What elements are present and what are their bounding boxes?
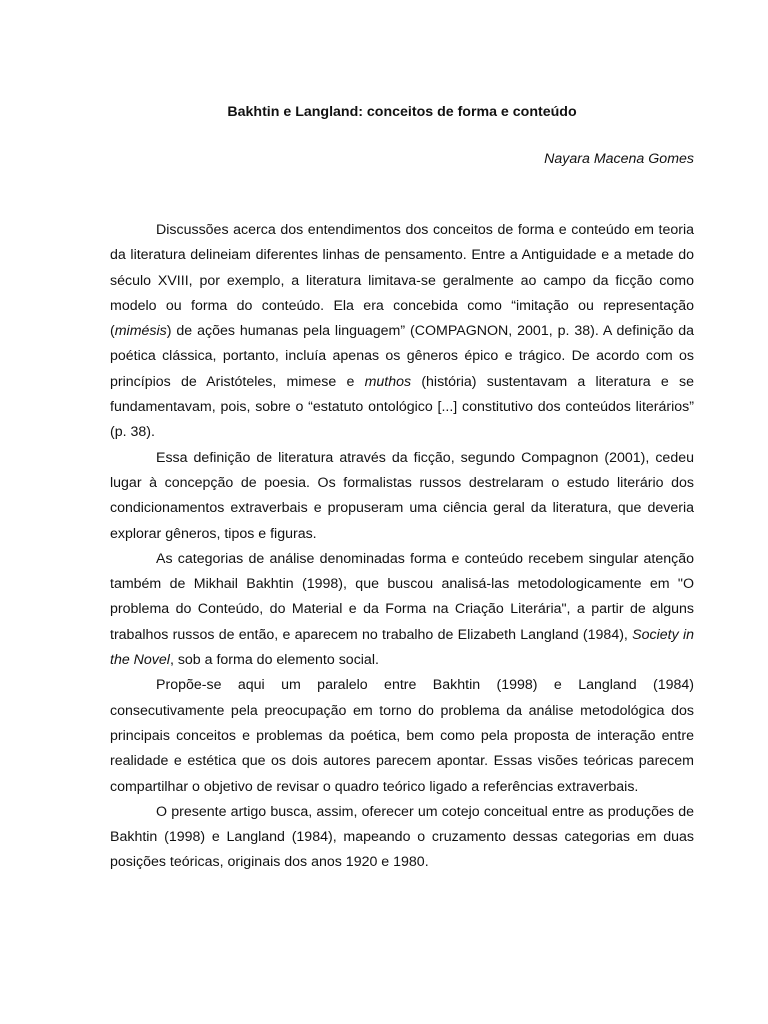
italic-term-muthos: muthos bbox=[364, 373, 412, 390]
paragraph-text: (história) sustentavam a literatura e se fundamentavam, pois, sobre o “estatuto ontológico [...] constitutivo dos conteúdos literários” (p. 38). bbox=[110, 373, 695, 441]
italic-term-mimesis: mimésis bbox=[114, 323, 167, 340]
paragraph-text: ) de ações humanas pela linguagem” (COMPAGNON, 2001, p. 38). A definição da poética clássica, portanto, incluía apenas os gêneros épico e trágico. De acordo com os princípios de Aristóteles, mimese e bbox=[110, 323, 694, 390]
paragraph-2 bbox=[110, 446, 694, 547]
paragraph-text: O presente artigo busca, assim, oferecer um cotejo conceitual entre as produções de Bakhtin (1998) e Langland (1984), mapeando o cruzamento dessas categorias em duas posições teóricas, originais dos anos 1920 e 1980. bbox=[110, 803, 694, 871]
paragraph-3 bbox=[110, 547, 694, 673]
paragraph-text: , sob a forma do elemento social. bbox=[169, 652, 379, 669]
paragraph-text: Essa definição de literatura através da ficção, segundo Compagnon (2001), cedeu lugar à concepção de poesia. Os formalistas russos destrelaram o estudo literário dos condicionamentos extraverbais e propuseram uma ciência geral da literatura, que deveria explorar gêneros, tipos e figuras. bbox=[110, 449, 694, 542]
paragraph-4 bbox=[110, 673, 694, 799]
paragraph-5 bbox=[110, 800, 694, 876]
paragraph-1 bbox=[110, 218, 694, 446]
italic-book-title: Society in the Novel bbox=[110, 626, 694, 669]
paragraph-text: Propõe-se aqui um paralelo entre Bakhtin (1998) e Langland (1984) consecutivamente pela preocupação em torno do problema da análise metodológica dos principais conceitos e problemas da poética, bem como pela proposta de interação entre realidade e estética que os dois autores parecem apontar. Essas visões teóricas parecem compartilhar o objetivo de revisar o quadro teórico ligado a referências extraverbais. bbox=[110, 677, 694, 795]
body-text bbox=[110, 218, 694, 876]
author-name: Nayara Macena Gomes bbox=[544, 151, 694, 167]
paragraph-text: As categorias de análise denominadas forma e conteúdo recebem singular atenção também de Mikhail Bakhtin (1998), que buscou analisá-las metodologicamente em "O problema do Conteúdo, do Material e da Forma na Criação Literária", a partir de alguns trabalhos russos de então, e aparecem no trabalho de Elizabeth Langland (1984), bbox=[110, 550, 694, 643]
paragraph-text: Discussões acerca dos entendimentos dos conceitos de forma e conteúdo em teoria da literatura delineiam diferentes linhas de pensamento. Entre a Antiguidade e a metade do século XVIII, por exemplo, a literatura limitava-se geralmente ao campo da ficção como modelo ou forma do conteúdo. Ela era concebida como “imitação ou representação ( bbox=[110, 222, 694, 340]
document-title: Bakhtin e Langland: conceitos de forma e conteúdo bbox=[227, 104, 577, 120]
